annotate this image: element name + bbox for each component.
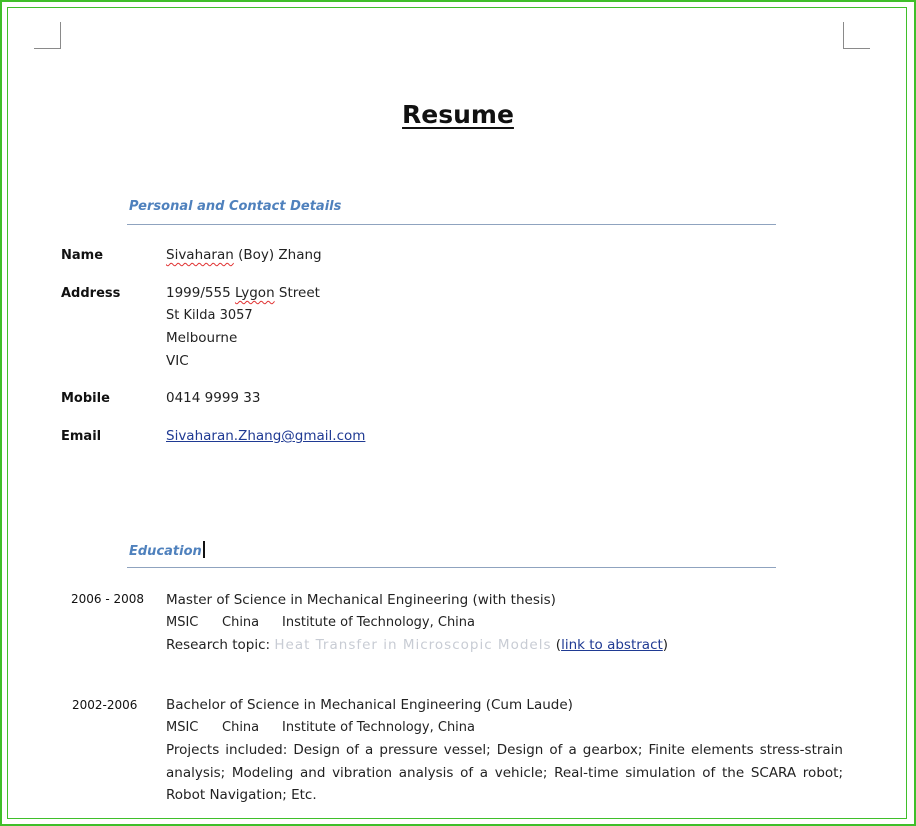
research-topic[interactable]: Research topic: Heat Transfer in Microscopic Models (link to abstract)	[166, 637, 669, 653]
institution-name: Institute of Technology, China	[282, 615, 476, 631]
institution-country: China	[222, 615, 260, 631]
institution-name: Institute of Technology, China	[282, 720, 476, 736]
name-rest[interactable]: (Boy) Zhang	[233, 247, 322, 263]
education-entry[interactable]	[166, 694, 843, 807]
mobile-value[interactable]: 0414 9999 33	[166, 390, 261, 406]
email-label[interactable]: Email	[61, 429, 102, 444]
topic-obscured-text: Heat Transfer in Microscopic Models	[274, 637, 552, 653]
name-first[interactable]: Sivaharan	[166, 247, 234, 263]
education-entry[interactable]	[166, 589, 668, 657]
institution-abbr: MSIC	[166, 720, 199, 736]
address-line-1[interactable]: 1999/555 Lygon Street	[166, 285, 320, 301]
document-title[interactable]: Resume	[402, 100, 514, 129]
topic-label: Research topic:	[166, 637, 275, 653]
projects-description[interactable]: Projects included: Design of a pressure vessel; Design of a gearbox; Finite elements stress-strain analysis; Modeling and vibration analysis of a vehicle; Real-time simulation of the SCARA robot; Robot Navigation; Etc.	[166, 742, 843, 803]
education-years[interactable]: 2002-2006	[72, 698, 138, 712]
address-line-3[interactable]: Melbourne	[166, 330, 238, 346]
institution-row[interactable]	[166, 717, 843, 740]
address-line-4[interactable]: VIC	[166, 352, 189, 369]
name-label[interactable]: Name	[61, 248, 104, 263]
education-section-heading[interactable]	[129, 541, 205, 559]
personal-section-heading[interactable]: Personal and Contact Details	[129, 199, 342, 214]
address-label[interactable]: Address	[61, 286, 121, 301]
degree[interactable]: Master of Science in Mechanical Engineering (with thesis)	[166, 592, 556, 608]
name-value[interactable]	[166, 244, 322, 267]
degree[interactable]: Bachelor of Science in Mechanical Engineering (Cum Laude)	[166, 697, 573, 713]
mobile-label[interactable]: Mobile	[61, 391, 110, 406]
margin-corner-mark	[843, 22, 870, 49]
education-heading-text: Education	[129, 544, 202, 559]
address-line-2[interactable]: St Kilda 3057	[166, 307, 253, 323]
institution-row[interactable]	[166, 612, 668, 635]
email-address[interactable]: Sivaharan.Zhang@gmail.com	[166, 428, 366, 444]
address-value[interactable]	[166, 282, 320, 372]
education-years[interactable]: 2006 - 2008	[71, 592, 145, 606]
section-divider	[127, 224, 776, 225]
margin-corner-mark	[34, 22, 61, 49]
address-street-word[interactable]: Lygon	[234, 285, 275, 301]
institution-abbr: MSIC	[166, 615, 199, 631]
text-cursor	[203, 541, 205, 558]
abstract-link[interactable]: link to abstract	[561, 637, 663, 653]
section-divider	[127, 567, 776, 568]
institution-country: China	[222, 720, 260, 736]
email-link[interactable]	[166, 425, 365, 448]
